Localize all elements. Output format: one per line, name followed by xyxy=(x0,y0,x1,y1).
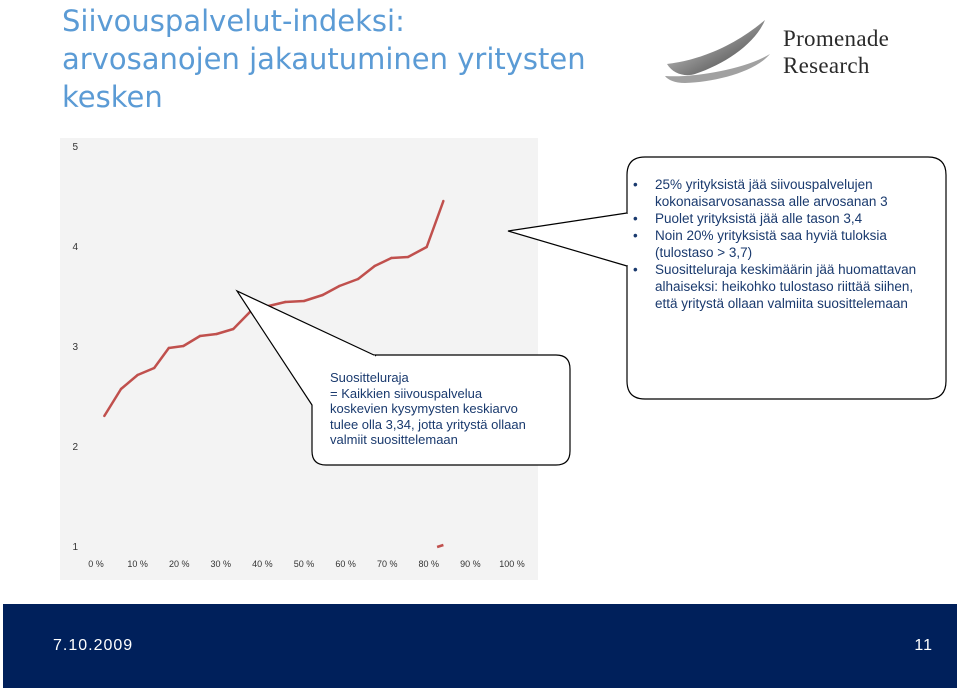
data-point xyxy=(120,388,122,390)
x-tick-label: 50 % xyxy=(293,559,315,569)
x-tick-label: 90 % xyxy=(460,559,481,569)
bullet-item: • Puolet yrityksistä jää alle tason 3,4 xyxy=(633,210,925,227)
title-line-1: Siivouspalvelut-indeksi: xyxy=(62,4,405,38)
y-tick-label: 5 xyxy=(72,142,78,153)
y-tick-label: 2 xyxy=(72,442,78,453)
x-tick-label: 10 % xyxy=(127,559,148,569)
footer-date: 7.10.2009 xyxy=(53,637,134,654)
data-point xyxy=(407,256,409,258)
x-tick-label: 0 % xyxy=(88,559,104,569)
logo-line-2: Research xyxy=(783,53,870,78)
data-point xyxy=(153,367,155,369)
left-callout-text xyxy=(330,370,570,448)
x-tick-label: 80 % xyxy=(418,559,440,569)
y-tick-label: 4 xyxy=(72,242,78,253)
y-tick-label: 3 xyxy=(72,342,78,353)
data-point xyxy=(374,265,376,267)
data-point xyxy=(322,294,324,296)
left-callout-line: koskevien kysymysten keskiarvo xyxy=(330,401,518,416)
data-point xyxy=(357,278,359,280)
logo-line-1: Promenade xyxy=(783,26,890,51)
footer-bar xyxy=(3,604,957,688)
bullet-item: • 25% yrityksistä jää siivouspalvelujen kokonaisarvosanassa alle arvosanan 3 xyxy=(633,176,925,210)
left-callout-line: Suositteluraja xyxy=(330,370,409,385)
right-callout-bullets xyxy=(633,176,925,312)
title-line-2: arvosanojen jakautuminen yritysten xyxy=(62,42,586,76)
x-tick-label: 60 % xyxy=(335,559,356,569)
data-point xyxy=(215,333,217,335)
data-point xyxy=(232,328,234,330)
x-tick-label: 30 % xyxy=(210,559,232,569)
y-tick-label: 1 xyxy=(72,542,78,553)
bullet-item: • Noin 20% yrityksistä saa hyviä tuloksia (tulostaso > 3,7) xyxy=(633,227,925,261)
data-point xyxy=(103,415,105,417)
bullet-item: • Suositteluraja keskimäärin jää huomattavan alhaiseksi: heikohko tulostaso riittää siihen, että yritystä ollaan valmiita suosittelemaan xyxy=(633,261,925,312)
left-callout-line: tulee olla 3,34, jotta yritystä ollaan xyxy=(330,416,526,432)
x-tick-label: 20 % xyxy=(168,559,190,569)
x-tick-label: 40 % xyxy=(252,559,273,569)
title-line-3: kesken xyxy=(62,80,163,114)
data-point xyxy=(390,257,392,259)
left-callout-line: = Kaikkien siivouspalvelua xyxy=(330,385,483,401)
data-point xyxy=(136,374,138,376)
data-point xyxy=(426,246,428,248)
data-point xyxy=(338,285,340,287)
data-point xyxy=(199,335,201,337)
data-point xyxy=(284,301,286,303)
data-point xyxy=(182,345,184,347)
data-point xyxy=(303,300,305,302)
page-number: 11 xyxy=(914,637,933,654)
x-tick-label: 100 % xyxy=(499,559,525,569)
left-callout-line: valmiit suosittelemaan xyxy=(330,432,458,447)
data-point xyxy=(442,200,444,202)
data-point xyxy=(168,347,170,349)
x-tick-label: 70 % xyxy=(376,559,398,569)
